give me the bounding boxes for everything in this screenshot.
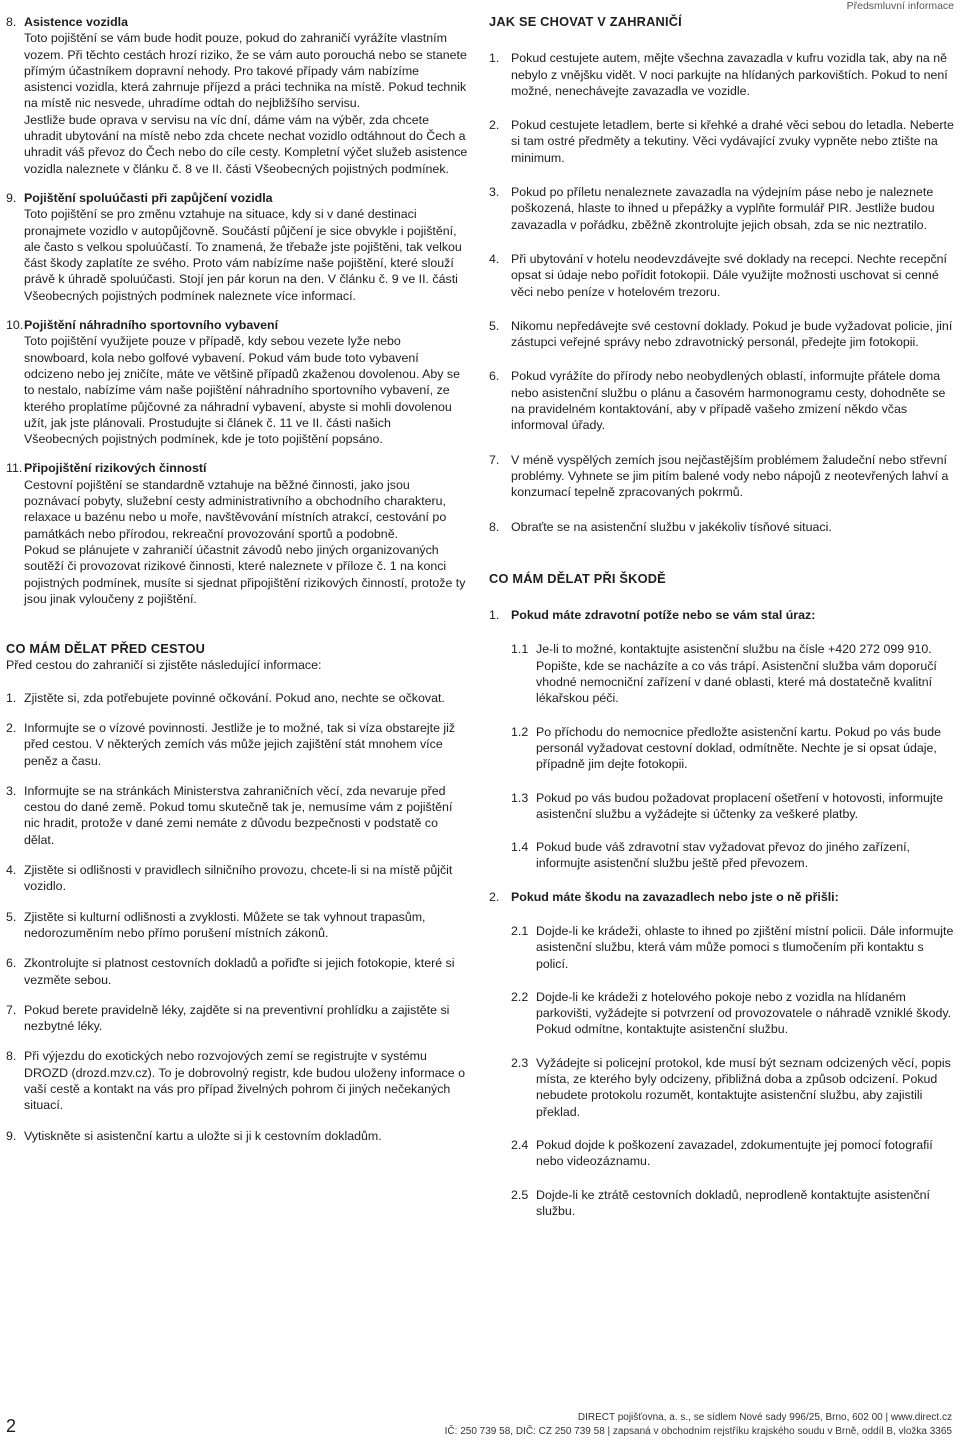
item-title: Asistence vozidla <box>24 15 128 29</box>
left-column <box>6 14 468 1158</box>
before-trip-intro: Před cestou do zahraničí si zjistěte následující informace: <box>6 658 322 673</box>
list-item-number: 8. <box>489 519 500 534</box>
list-item-number: 5. <box>489 318 500 333</box>
sub-item-text: Dojde-li ke krádeži, ohlaste to ihned po zjištění místní policii. Dále informujte asistenční službu, která vám může pomoci s tlumočením při kontaktu s policí. <box>536 923 954 971</box>
item-title: Pojištění náhradního sportovního vybavení <box>24 318 279 333</box>
list-item-number: 3. <box>489 185 500 200</box>
list-item-text: Pokud po příletu nenaleznete zavazadla na výdejním páse nebo je naleznete poškozená, hlaste to ihned u přepážky a vyplňte formulář PIR. Jestliže budou zavazadla v pořádku, zběžně zkontrolujte jejich obsah, zda se nic neztratilo. <box>511 185 935 232</box>
abroad-heading: JAK SE CHOVAT V ZAHRANIČÍ <box>489 14 682 29</box>
damage-group-title <box>489 607 955 623</box>
list-item-number: 9. <box>6 1128 17 1143</box>
list-item-text: Pokud berete pravidelně léky, zajděte si na preventivní prohlídku a zajistěte si nezbytné léky. <box>24 1002 450 1034</box>
list-item-text: Při ubytování v hotelu neodevzdávejte své doklady na recepci. Nechte recepční opsat si údaje nebo pořídit fotokopii. Dále využijte možnosti uschovat si cenné věci nebo peníze v hotelovém trezoru. <box>511 251 947 299</box>
sub-item-number: 2.3 <box>511 1055 529 1070</box>
before-trip-list <box>6 690 468 1144</box>
list-item-text: Informujte se na stránkách Ministerstva zahraničních věcí, zda nevaruje před cestou do dané země. Pokud tomu skutečně tak je, nemusíme vám z pojištění nic hradit, protože v dané zemi nemáte z důvodu bezpečnosti v podstatě co dělat. <box>24 783 453 847</box>
item-paragraph: Cestovní pojištění se standardně vztahuje na běžné činnosti, jako jsou poznávací pobyty, služební cesty administrativního a obchodního charakteru, relaxace u bazénu nebo u moře, navštěvování místních atrakcí, cestování po památkách nebo přírodou, rekreační provozování sportů a podobně. <box>24 477 447 541</box>
sub-item-number: 2.2 <box>511 989 529 1004</box>
sub-list-item <box>511 790 955 823</box>
group-number: 1. <box>489 608 500 623</box>
sub-list-item <box>511 724 955 773</box>
list-item <box>6 862 468 895</box>
list-item <box>489 368 955 433</box>
item-paragraph: Jestliže bude oprava v servisu na víc dní, dáme vám na výběr, zda chcete uhradit ubytování na místě nebo zda chcete nechat vozidlo odtáhnout do Čech a uhradit váš převoz do Čech nebo do cíle cesty. Kompletní výčet služeb asistence vozidla naleznete v článku č. 8 ve II. části Všeobecných pojistných podmínek. <box>24 112 468 176</box>
list-item <box>489 50 955 99</box>
group-title-text: Pokud máte zdravotní potíže nebo se vám stal úraz: <box>511 608 816 623</box>
sub-item-number: 2.4 <box>511 1137 529 1152</box>
item-number: 9. <box>6 190 17 205</box>
sub-item-text: Po příchodu do nemocnice předložte asistenční kartu. Pokud po vás bude personál vyžadovat cestovní doklad, odmítněte. Nechte je si opsat údaje, případně jim dejte fotokopii. <box>536 724 942 772</box>
list-item-text: Nikomu nepředávejte své cestovní doklady. Pokud je bude vyžadovat policie, jiní zástupci veřejné správy nebo zdravotnický personál, předejte jim fotokopii. <box>511 318 953 350</box>
list-item-text: Vytiskněte si asistenční kartu a uložte si ji k cestovním dokladům. <box>24 1128 382 1143</box>
damage-group-title <box>489 889 955 905</box>
list-item-text: Zkontrolujte si platnost cestovních dokladů a pořiďte si jejich fotokopie, které si vezměte sebou. <box>24 956 455 987</box>
coverage-item <box>6 317 468 447</box>
sub-list-item <box>511 1137 955 1170</box>
damage-heading: CO MÁM DĚLAT PŘI ŠKODĚ <box>489 570 666 586</box>
list-item-text: Zjistěte si, zda potřebujete povinné očkování. Pokud ano, nechte se očkovat. <box>24 690 445 705</box>
item-body <box>24 14 468 177</box>
sub-item-text: Dojde-li ke ztrátě cestovních dokladů, neprodleně kontaktujte asistenční službu. <box>536 1187 930 1218</box>
list-item-text: Pokud vyrážíte do přírody nebo neobydlených oblastí, informujte přátele doma nebo asistenční službu o plánu a časovém harmonogramu cesty, dohodněte se na pravidelném kontaktování, aby v případě vašeho zmizení někdo včas informoval úřady. <box>511 369 946 433</box>
list-item-number: 4. <box>489 251 500 266</box>
list-item-number: 4. <box>6 863 17 878</box>
list-item <box>6 955 468 988</box>
page-number: 2 <box>6 1416 17 1436</box>
item-paragraph: Toto pojištění se pro změnu vztahuje na situace, kdy si v dané destinaci pronajmete vozidlo v autopůjčovně. Součástí půjčení je sice obvykle i pojištění, ale často s velkou spoluúčastí. To znamená, že třebaže jste pojištěni, tak velkou část škody zaplatíte ze svého. Proto vám nabízíme naše pojištění, které slouží právě k úhradě spoluúčasti. Stojí jen pár korun na den. V článku č. 9 ve II. části Všeobecných pojistných podmínek naleznete více informací. <box>24 207 462 303</box>
list-item-number: 2. <box>6 720 17 735</box>
sub-list-item <box>511 641 955 706</box>
list-item <box>489 519 955 535</box>
item-paragraph: Toto pojištění se vám bude hodit pouze, pokud do zahraničí vyrážíte vlastním vozem. Při těchto cestách hrozí riziko, že se vám auto porouchá nebo se stanete přímým účastníkem dopravní nehody. Pro takové případy vám nabízíme asistenci vozidla, která zahrnuje příjezd a práci technika na místě. Pokud technik na místě nic nesvede, uhradíme odtah do nejbližšího servisu. <box>24 31 467 111</box>
list-item <box>6 690 468 706</box>
sub-item-number: 1.2 <box>511 724 529 739</box>
list-item-text: Pokud cestujete letadlem, berte si křehké a drahé věci sebou do letadla. Neberte si tam ostré předměty a tekutiny. Věci vydávající zvuky vypněte nebo ztište na minimum. <box>511 118 954 165</box>
list-item-number: 6. <box>489 369 500 384</box>
coverage-item <box>6 14 468 177</box>
list-item <box>6 783 468 848</box>
footer-company-line: DIRECT pojišťovna, a. s., se sídlem Nové sady 996/25, Brno, 602 00 | www.direct.cz <box>577 1412 952 1423</box>
sub-list-item <box>511 989 955 1038</box>
sub-item-text: Je-li to možné, kontaktujte asistenční službu na čísle +420 272 099 910. Popište, kde se nacházíte a co vás trápí. Asistenční služba vám doporučí vhodné nemocniční zařízení v dané oblasti, které má dostatečně kvalitní lékařskou péči. <box>536 642 937 706</box>
list-item-text: Pokud cestujete autem, mějte všechna zavazadla v kufru vozidla tak, aby na ně nebylo z vnějšku vidět. V noci parkujte na hlídaných parkovištích. Pokud to není možné, nenechávejte zavazadla ve vozidle. <box>511 51 948 98</box>
footer-registry-line: IČ: 250 739 58, DIČ: CZ 250 739 58 | zapsaná v obchodním rejstříku krajského soudu v Brně, oddíl B, vložka 3365 <box>444 1426 952 1437</box>
sub-item-number: 1.3 <box>511 790 529 805</box>
group-number: 2. <box>489 889 500 904</box>
sub-list-item <box>511 1187 955 1220</box>
item-body <box>24 460 468 607</box>
list-item <box>489 117 955 166</box>
item-number: 8. <box>6 15 17 29</box>
sub-item-text: Pokud po vás budou požadovat proplacení ošetření v hotovosti, informujte asistenční službu a vyžádejte si účtenky za veškeré platby. <box>536 790 944 821</box>
sub-item-number: 1.1 <box>511 642 529 657</box>
group-title-text: Pokud máte škodu na zavazadlech nebo jste o ně přišli: <box>511 889 839 904</box>
list-item-number: 2. <box>489 118 500 133</box>
sub-item-number: 2.1 <box>511 923 529 938</box>
footer-company-info <box>445 1411 952 1439</box>
list-item <box>489 184 955 233</box>
list-item <box>6 720 468 769</box>
sub-item-text: Pokud dojde k poškození zavazadel, zdokumentujte jej pomocí fotografií nebo videozáznamu. <box>536 1137 933 1169</box>
list-item-text: Zjistěte si odlišnosti v pravidlech silničního provozu, chcete-li si na místě půjčit vozidlo. <box>24 863 453 894</box>
header-label: Předsmluvní informace <box>846 0 954 12</box>
right-column <box>489 14 955 1236</box>
sub-item-text: Vyžádejte si policejní protokol, kde musí být seznam odcizených věcí, popis místa, ze kterého byly odcizeny, přibližná doba a způsob odcizení. Pokud nebudete protokolu rozumět, kontaktujte asistenční službu, aby zajistili překlad. <box>536 1055 951 1119</box>
before-trip-heading: CO MÁM DĚLAT PŘED CESTOU <box>6 641 206 657</box>
list-item-number: 6. <box>6 956 17 971</box>
sub-item-text: Dojde-li ke krádeži z hotelového pokoje nebo z vozidla na hlídaném parkovišti, vyžádejte si potvrzení od provozovatele o náhradě vzniklé škody. Pokud odmítne, kontaktujte asistenční službu. <box>536 989 952 1037</box>
list-item-text: Při výjezdu do exotických nebo rozvojových zemí se registrujte v systému DROZD (drozd.mzv.cz). To je dobrovolný registr, kde budou uloženy informace o vaší cestě a kontakt na vás pro případ živelných pohrom či jiných nečekaných situací. <box>24 1049 465 1113</box>
item-number: 10. <box>6 318 24 333</box>
coverage-item <box>6 460 468 607</box>
list-item-text: Zjistěte si kulturní odlišnosti a zvyklosti. Můžete se tak vyhnout trapasům, nedorozuměním nebo přímo porušení místních zákonů. <box>24 909 426 940</box>
list-item <box>489 318 955 351</box>
abroad-list <box>489 50 955 535</box>
list-item-number: 3. <box>6 783 17 798</box>
list-item-text: Informujte se o vízové povinnosti. Jestliže je to možné, tak si víza obstarejte již před cestou. V některých zemích vás může jejich zajištění stát mnohem více peněz a času. <box>24 720 456 768</box>
item-number: 11. <box>6 461 23 476</box>
sub-list-item <box>511 839 955 872</box>
item-paragraph: Toto pojištění využijete pouze v případě, kdy sebou vezete lyže nebo snowboard, kola nebo golfové vybavení. Pokud vám bude toto vybavení odcizeno nebo jej zničíte, máte ve většině případů zkaženou dovolenou. Aby se to nestalo, nabízíme vám naše pojištění náhradního sportovního vybavení, ze kterého proplatíme půjčovné za náhradní vybavení, abyste si mohli dovolenou užít, jak jste plánovali. Prostudujte si článek č. 11 ve II. části našich Všeobecných pojistných podmínek, kde je toto pojištění popsáno. <box>24 334 461 447</box>
list-item-number: 1. <box>6 690 17 705</box>
item-body <box>24 190 468 304</box>
list-item <box>489 452 955 501</box>
sub-list-item <box>511 1055 955 1120</box>
list-item-number: 1. <box>489 51 500 66</box>
list-item <box>6 909 468 942</box>
list-item <box>6 1002 468 1035</box>
sub-item-text: Pokud bude váš zdravotní stav vyžadovat převoz do jiného zařízení, informujte asistenční službu ještě před převozem. <box>536 840 910 871</box>
list-item <box>6 1128 468 1144</box>
sub-item-number: 2.5 <box>511 1187 529 1202</box>
list-item-text: V méně vyspělých zemích jsou nejčastějším problémem žaludeční nebo střevní problémy. Vyhnete se jim pitím balené vody nebo nápojů z neotevřených lahví a konzumací tepelně zpracovaných pokrmů. <box>511 452 949 500</box>
coverage-item <box>6 190 468 304</box>
list-item-number: 8. <box>6 1049 17 1064</box>
list-item-number: 5. <box>6 909 17 924</box>
item-paragraph: Pokud se plánujete v zahraničí účastnit závodů nebo jiných organizovaných soutěží či provozovat rizikové činnosti, které naleznete v příloze č. 1 na konci pojistných podmínek, musíte si sjednat připojištění rizikových činností, protože ty jsou jinak vyloučeny z pojištění. <box>24 542 466 606</box>
sub-item-number: 1.4 <box>511 840 529 855</box>
list-item-number: 7. <box>489 452 500 467</box>
list-item-number: 7. <box>6 1002 17 1017</box>
list-item <box>489 251 955 300</box>
list-item-text: Obraťte se na asistenční službu v jakékoliv tísňové situaci. <box>511 519 832 534</box>
item-body <box>24 317 468 447</box>
item-title: Pojištění spoluúčasti při zapůjčení vozidla <box>24 190 273 205</box>
list-item <box>6 1048 468 1113</box>
sub-list-item <box>511 923 955 972</box>
item-title: Připojištění rizikových činností <box>24 461 207 476</box>
